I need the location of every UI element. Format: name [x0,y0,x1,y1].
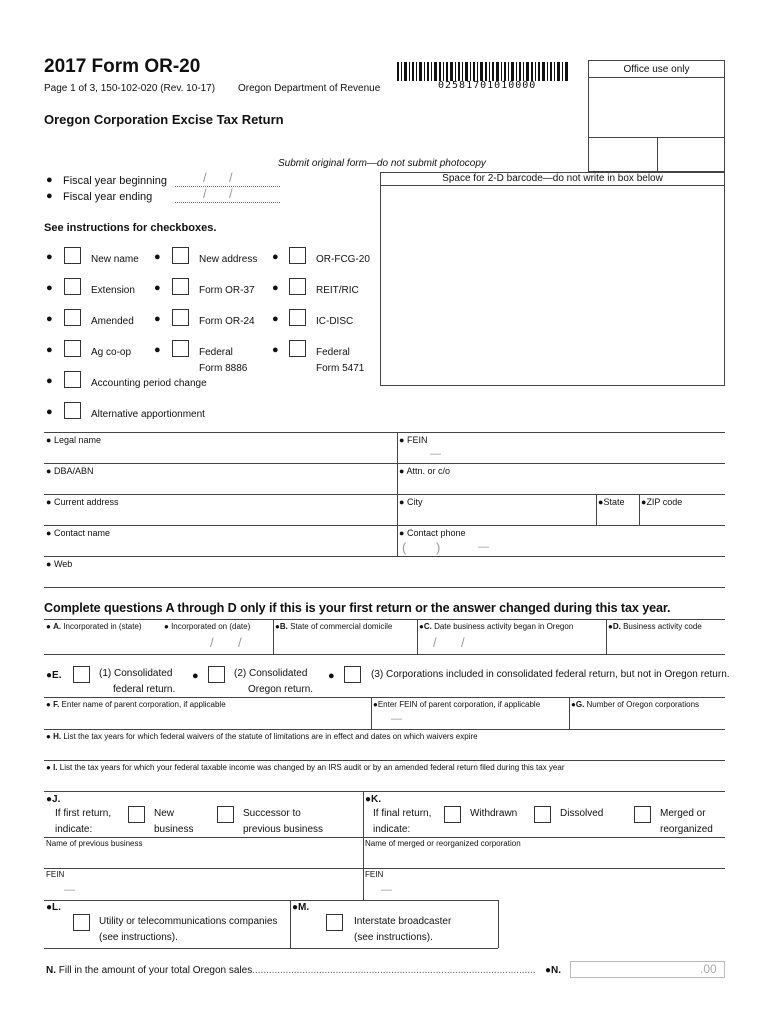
incorporated-state-field[interactable] [46,634,156,652]
waivers-field[interactable] [46,743,723,758]
successor-checkbox[interactable] [217,806,234,823]
fein-field[interactable] [400,446,723,461]
incorporated-date-field[interactable] [170,634,270,652]
checkbox-heading: See instructions for checkboxes. [44,222,217,234]
or-fcg-20-checkbox[interactable] [289,247,306,264]
federal-5471-checkbox[interactable] [289,340,306,357]
withdrawn-checkbox[interactable] [444,806,461,823]
question-l: ●L. [46,902,61,913]
form-or-24-checkbox[interactable] [172,309,189,326]
question-h: ● H. List the tax years for which federal waivers of the statute of limitations are in effect and dates on which waivers expire [46,732,478,741]
activity-code-field[interactable] [609,634,723,652]
form-title: 2017 Form OR-20 [44,56,201,77]
questions-heading: Complete questions A through D only if this is your first return or the answer changed during this tax year. [44,601,671,615]
utility-telecom-checkbox[interactable] [73,914,90,931]
bullet: ● [46,174,53,186]
page-info: Page 1 of 3, 150-102-020 (Rev. 10-17) [44,83,216,94]
fiscal-beginning-label: Fiscal year beginning [63,175,167,187]
question-j: ●J. [46,794,61,805]
irs-audit-field[interactable] [46,774,723,789]
fiscal-ending-label: Fiscal year ending [63,191,153,203]
ag-coop-checkbox[interactable] [64,340,81,357]
zip-field[interactable] [642,508,723,523]
interstate-broadcaster-checkbox[interactable] [326,914,343,931]
federal-8886-checkbox[interactable] [172,340,189,357]
question-c: ●C. Date business activity began in Oregon [419,622,574,631]
new-business-checkbox[interactable] [128,806,145,823]
question-e: ●E. [46,670,62,681]
question-i: ● I. List the tax years for which your federal taxable income was changed by an IRS audit or by an amended federal return filed during this tax year [46,763,565,772]
zip-label: ●ZIP code [641,497,683,507]
incorporated-on: ● Incorporated on (date) [164,622,251,631]
return-title: Oregon Corporation Excise Tax Return [44,112,284,127]
submit-note: Submit original form—do not submit photocopy [278,158,486,169]
merged-checkbox[interactable] [634,806,651,823]
commercial-domicile-field[interactable] [276,634,414,652]
n-cents: .00 [700,962,717,976]
parent-name-field[interactable] [46,711,368,727]
new-name-checkbox[interactable] [64,247,81,264]
form-or-37-checkbox[interactable] [172,278,189,295]
legal-name-field[interactable] [46,446,394,461]
question-f: ● F. Enter name of parent corporation, if applicable [46,700,226,709]
ic-disc-checkbox[interactable] [289,309,306,326]
j-fein-field[interactable] [46,881,360,898]
state-field[interactable] [599,508,637,523]
accounting-period-checkbox[interactable] [64,371,81,388]
consolidated-oregon-checkbox[interactable] [208,666,225,683]
k-fein-label: FEIN [365,870,384,879]
merged-name-label: Name of merged or reorganized corporation [365,839,521,848]
consolidated-federal-checkbox[interactable] [73,666,90,683]
web-field[interactable] [46,570,723,585]
question-m: ●M. [292,902,310,913]
oregon-corps-count-field[interactable] [572,711,723,727]
n-box-label: ●N. [545,965,562,976]
merged-name-field[interactable] [366,850,723,866]
barcode-2d-label: Space for 2-D barcode—do not write in box below [442,173,663,184]
attn-label: ● Attn. or c/o [399,466,450,476]
department: Oregon Department of Revenue [238,83,381,94]
contact-phone-label: ● Contact phone [399,528,466,538]
parent-fein-label: ●Enter FEIN of parent corporation, if applicable [373,700,541,709]
barcode-number: 02581701010000 [438,80,537,91]
question-d: ●D. Business activity code [608,622,702,631]
address-label: ● Current address [46,497,119,507]
activity-began-field[interactable] [420,634,603,652]
fein-label: ● FEIN [399,435,428,445]
question-k: ●K. [365,794,382,805]
bullet: ● [46,190,53,202]
alt-apportionment-checkbox[interactable] [64,402,81,419]
contact-name-label: ● Contact name [46,528,110,538]
address-field[interactable] [46,508,394,523]
reit-ric-checkbox[interactable] [289,278,306,295]
previous-business-label: Name of previous business [46,839,143,848]
contact-name-field[interactable] [46,539,394,554]
legal-name-label: ● Legal name [46,435,101,445]
k-fein-field[interactable] [366,881,723,898]
question-b: ●B. State of commercial domicile [275,622,393,631]
office-use-label: Office use only [623,64,690,75]
barcode-2d-box [380,172,725,386]
attn-field[interactable] [400,477,723,492]
web-label: ● Web [46,559,73,569]
new-address-checkbox[interactable] [172,247,189,264]
question-a: ● A. Incorporated in (state) [46,622,142,631]
amended-checkbox[interactable] [64,309,81,326]
city-label: ● City [399,497,423,507]
city-field[interactable] [400,508,594,523]
state-label: ●State [598,497,625,507]
dissolved-checkbox[interactable] [534,806,551,823]
contact-phone-field[interactable] [400,539,723,554]
dba-field[interactable] [46,477,394,492]
parent-fein-field[interactable] [374,711,566,727]
question-g: ●G. Number of Oregon corporations [571,700,700,709]
extension-checkbox[interactable] [64,278,81,295]
dba-label: ● DBA/ABN [46,466,94,476]
barcode [397,62,569,81]
fiscal-ending-field[interactable] [175,187,280,203]
j-fein-label: FEIN [46,870,65,879]
previous-business-field[interactable] [46,850,360,866]
corporations-included-checkbox[interactable] [344,666,361,683]
question-n: N. Fill in the amount of your total Oregon sales...................................................................................................... [46,965,536,976]
fiscal-beginning-field[interactable] [175,171,280,187]
